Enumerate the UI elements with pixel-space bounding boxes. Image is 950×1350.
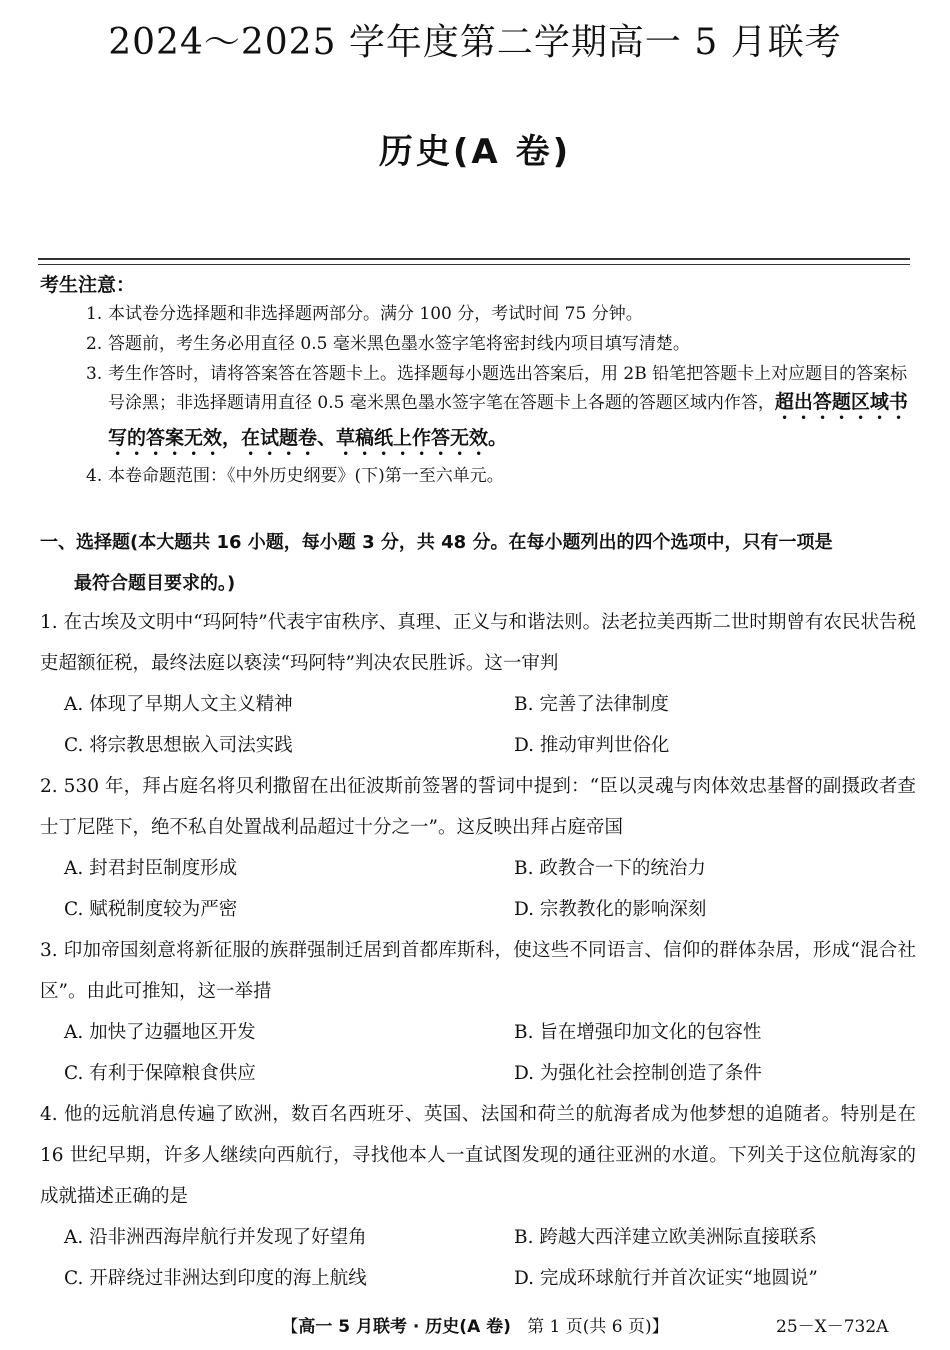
option-d: D. 完成环球航行并首次证实“地圆说”	[514, 1268, 818, 1289]
notice-emphasis-text: 超出答题区域书写的答案无效，在试题卷、草稿纸上作答无效。	[108, 391, 908, 449]
footer-subject: 历史(A 卷)	[425, 1317, 511, 1337]
option-c: C. 有利于保障粮食供应	[64, 1063, 256, 1084]
notice-item	[86, 300, 916, 328]
footer-exam-short: 高一 5 月联考	[298, 1317, 407, 1337]
option-c: C. 将宗教思想嵌入司法实践	[64, 735, 293, 756]
subject-title: 历史(A 卷)	[378, 132, 572, 172]
option-c: C. 赋税制度较为严密	[64, 899, 238, 920]
footer-code: 25－X－732A	[776, 1317, 889, 1337]
notice-item-number: 4.	[86, 466, 103, 486]
header-divider-thick	[38, 258, 910, 260]
header-divider-thin	[38, 264, 910, 265]
question-stem: 1. 在古埃及文明中“玛阿特”代表宇宙秩序、真理、正义与和谐法则。法老拉美西斯二世时期曾有农民状告税吏超额征税，最终法庭以亵渎“玛阿特”判决农民胜诉。这一审判	[40, 612, 916, 674]
question-stem: 3. 印加帝国刻意将新征服的族群强制迁居到首都库斯科，使这些不同语言、信仰的群体杂居，形成“混合社区”。由此可推知，这一举措	[40, 940, 916, 1002]
option-b: B. 跨越大西洋建立欧美洲际直接联系	[514, 1227, 817, 1248]
question-stem: 4. 他的远航消息传遍了欧洲，数百名西班牙、英国、法国和荷兰的航海者成为他梦想的追随者。特别是在 16 世纪早期，许多人继续向西航行，寻找他本人一直试图发现的通往亚洲的水道。下列关于这位航海家的成就描述正确的是	[40, 1104, 916, 1207]
question-options	[40, 1012, 916, 1094]
exam-title: 2024～2025 学年度第二学期高一 5 月联考	[108, 22, 842, 63]
footer-bracket-close: 】	[651, 1317, 669, 1337]
notice-item-text: 本试卷分选择题和非选择题两部分。满分 100 分，考试时间 75 分钟。	[108, 304, 643, 324]
option-d: D. 为强化社会控制创造了条件	[514, 1063, 762, 1084]
notice-item-text: 答题前，考生务必用直径 0.5 毫米黑色墨水签字笔将密封线内项目填写清楚。	[108, 334, 690, 354]
question-options	[40, 684, 916, 766]
option-b: B. 政教合一下的统治力	[514, 858, 706, 879]
notice-item-number: 1.	[86, 304, 103, 324]
notice-item	[86, 330, 916, 358]
question-3	[40, 930, 916, 1094]
option-d: D. 推动审判世俗化	[514, 735, 670, 756]
option-a: A. 体现了早期人文主义精神	[64, 694, 293, 715]
option-a: A. 封君封臣制度形成	[64, 858, 238, 879]
option-b: B. 旨在增强印加文化的包容性	[514, 1022, 762, 1043]
section-heading	[40, 522, 920, 604]
section-heading-line1: 一、选择题(本大题共 16 小题，每小题 3 分，共 48 分。在每小题列出的四个选项中，只有一项是	[40, 532, 833, 553]
notice-item-number: 3.	[86, 364, 103, 384]
question-stem: 2. 530 年，拜占庭名将贝利撒留在出征波斯前签署的誓词中提到：“臣以灵魂与肉体效忠基督的副摄政者查士丁尼陛下，绝不私自处置战利品超过十分之一”。这反映出拜占庭帝国	[40, 776, 916, 838]
question-list	[40, 602, 916, 1299]
option-b: B. 完善了法律制度	[514, 694, 669, 715]
question-4	[40, 1094, 916, 1299]
notice-item	[86, 462, 916, 490]
section-heading-line2: 最符合题目要求的。)	[74, 573, 236, 594]
notice-list	[86, 300, 916, 492]
footer-center	[240, 1312, 710, 1337]
question-2	[40, 766, 916, 930]
option-a: A. 加快了边疆地区开发	[64, 1022, 256, 1043]
footer-page-info: 第 1 页(共 6 页)	[527, 1317, 652, 1337]
option-a: A. 沿非洲西海岸航行并发现了好望角	[64, 1227, 367, 1248]
notice-item	[86, 360, 916, 460]
notice-item-text: 考生作答时，请将答案答在答题卡上。选择题每小题选出答案后，用 2B 铅笔把答题卡上对应题目的答案标号涂黑；非选择题请用直径 0.5 毫米黑色墨水签字笔在答题卡上各题的答题区域内作答，	[108, 364, 908, 413]
question-options	[40, 848, 916, 930]
notice-item-number: 2.	[86, 334, 103, 354]
question-options	[40, 1217, 916, 1299]
option-c: C. 开辟绕过非洲达到印度的海上航线	[64, 1268, 367, 1289]
notice-heading: 考生注意：	[40, 274, 136, 296]
footer-dot: ·	[407, 1317, 426, 1337]
notice-item-text: 本卷命题范围：《中外历史纲要》(下)第一至六单元。	[108, 466, 504, 486]
question-1	[40, 602, 916, 766]
footer-bracket-open: 【	[281, 1317, 299, 1337]
option-d: D. 宗教教化的影响深刻	[514, 899, 707, 920]
